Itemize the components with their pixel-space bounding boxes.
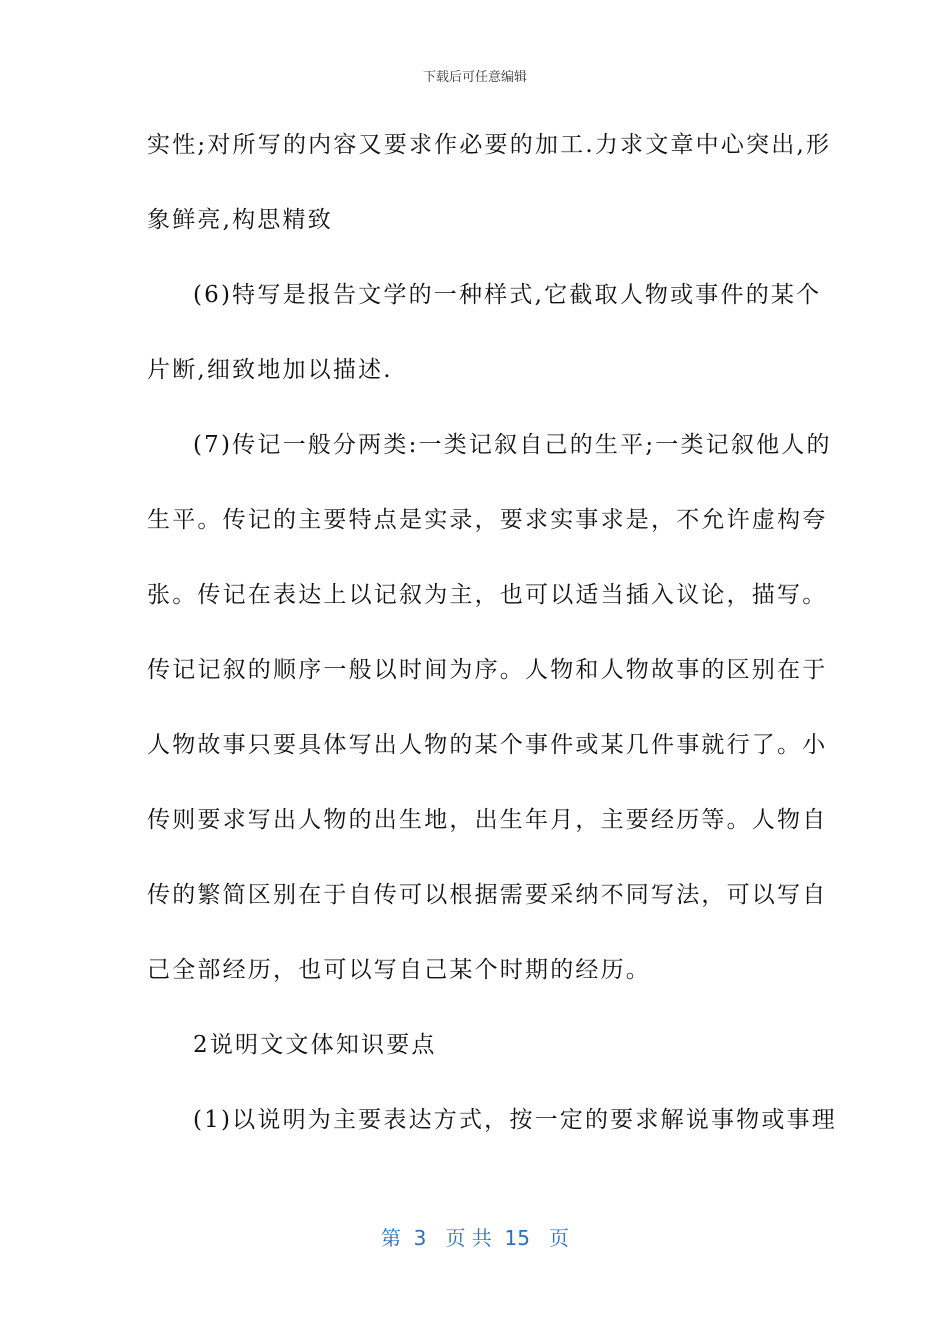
header-note: 下载后可任意编辑: [422, 70, 527, 85]
text-line: 己全部经历，也可以写自己某个时期的经历。: [147, 957, 651, 983]
text-line: 生平。传记的主要特点是实录，要求实事求是，不允许虚构夸: [147, 507, 828, 533]
text-line: 传则要求写出人物的出生地，出生年月，主要经历等。人物自: [147, 807, 828, 833]
text-line: 片断,细致地加以描述.: [147, 357, 393, 383]
document-body: [147, 120, 837, 1170]
text-line: (6)特写是报告文学的一种样式,它截取人物或事件的某个: [193, 282, 822, 308]
text-line: 张。传记在表达上以记叙为主，也可以适当插入议论，描写。: [147, 582, 828, 608]
text-line: 传的繁简区别在于自传可以根据需要采纳不同写法，可以写自: [147, 882, 828, 908]
text-line: (7)传记一般分两类:一类记叙自己的生平;一类记叙他人的: [193, 432, 832, 458]
section-heading: 2说明文文体知识要点: [193, 1032, 437, 1058]
page-number: 第 3 页 共 15 页: [380, 1226, 570, 1250]
text-line: 实性;对所写的内容又要求作必要的加工.力求文章中心突出,形: [147, 132, 832, 158]
text-line: 传记记叙的顺序一般以时间为序。人物和人物故事的区别在于: [147, 657, 828, 683]
text-line: (1)以说明为主要表达方式，按一定的要求解说事物或事理: [193, 1107, 837, 1133]
text-line: 人物故事只要具体写出人物的某个事件或某几件事就行了。小: [147, 732, 828, 758]
text-line: 象鲜亮,构思精致: [147, 207, 333, 233]
